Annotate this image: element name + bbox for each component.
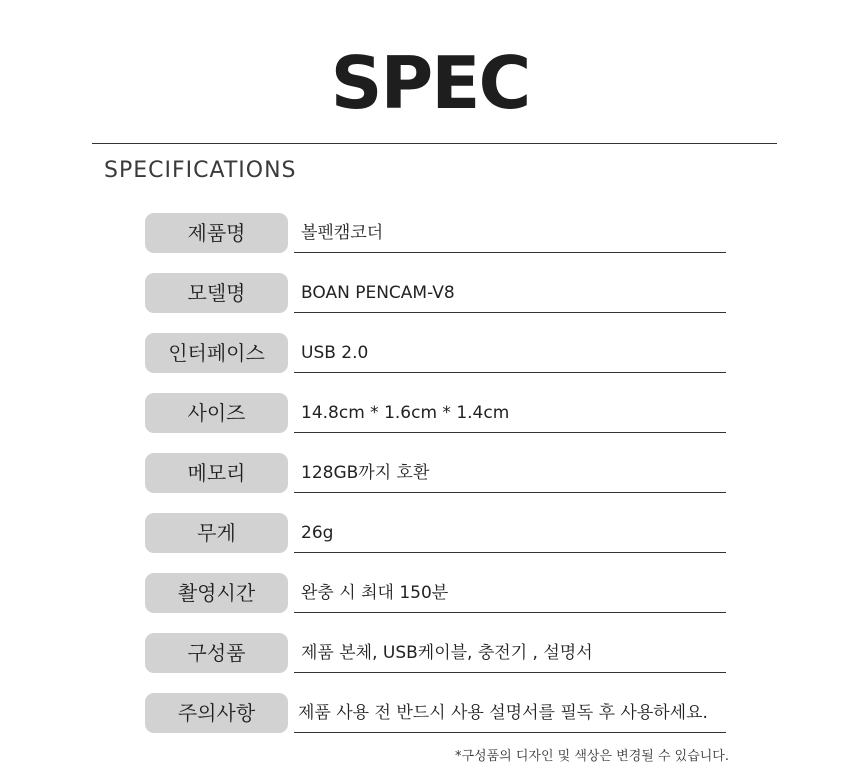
spec-value: 128GB까지 호환 [301, 463, 430, 483]
spec-value: 볼펜캠코더 [301, 223, 384, 243]
spec-underline [294, 672, 726, 673]
spec-label: 사이즈 [145, 393, 288, 433]
spec-underline [294, 612, 726, 613]
spec-underline [294, 372, 726, 373]
spec-value: USB 2.0 [301, 343, 369, 363]
spec-value: 제품 사용 전 반드시 사용 설명서를 필독 후 사용하세요. [298, 703, 708, 723]
spec-row-weight [0, 513, 860, 557]
spec-value: 14.8cm * 1.6cm * 1.4cm [301, 403, 510, 423]
spec-row-recording-time [0, 573, 860, 617]
spec-row-components [0, 633, 860, 677]
spec-label: 제품명 [145, 213, 288, 253]
spec-label: 무게 [145, 513, 288, 553]
spec-underline [294, 312, 726, 313]
spec-underline [294, 492, 726, 493]
spec-row-model-name [0, 273, 860, 317]
spec-row-interface [0, 333, 860, 377]
title-divider [92, 143, 777, 144]
spec-value: 제품 본체, USB케이블, 충전기 , 설명서 [301, 643, 593, 663]
spec-label: 모델명 [145, 273, 288, 313]
spec-label: 구성품 [145, 633, 288, 673]
footnote: *구성품의 디자인 및 색상은 변경될 수 있습니다. [454, 749, 729, 764]
spec-underline [294, 552, 726, 553]
section-subtitle: SPECIFICATIONS [104, 158, 297, 183]
spec-underline [294, 432, 726, 433]
spec-row-size [0, 393, 860, 437]
spec-value: 26g [301, 523, 334, 543]
spec-row-memory [0, 453, 860, 497]
spec-label: 메모리 [145, 453, 288, 493]
spec-underline [294, 252, 726, 253]
spec-row-caution [0, 693, 860, 737]
spec-underline [294, 732, 726, 733]
spec-value: BOAN PENCAM-V8 [301, 283, 455, 303]
spec-row-product-name [0, 213, 860, 257]
spec-label: 주의사항 [145, 693, 288, 733]
page-title: SPEC [330, 41, 530, 125]
spec-label: 촬영시간 [145, 573, 288, 613]
spec-value: 완충 시 최대 150분 [301, 583, 449, 603]
spec-label: 인터페이스 [145, 333, 288, 373]
